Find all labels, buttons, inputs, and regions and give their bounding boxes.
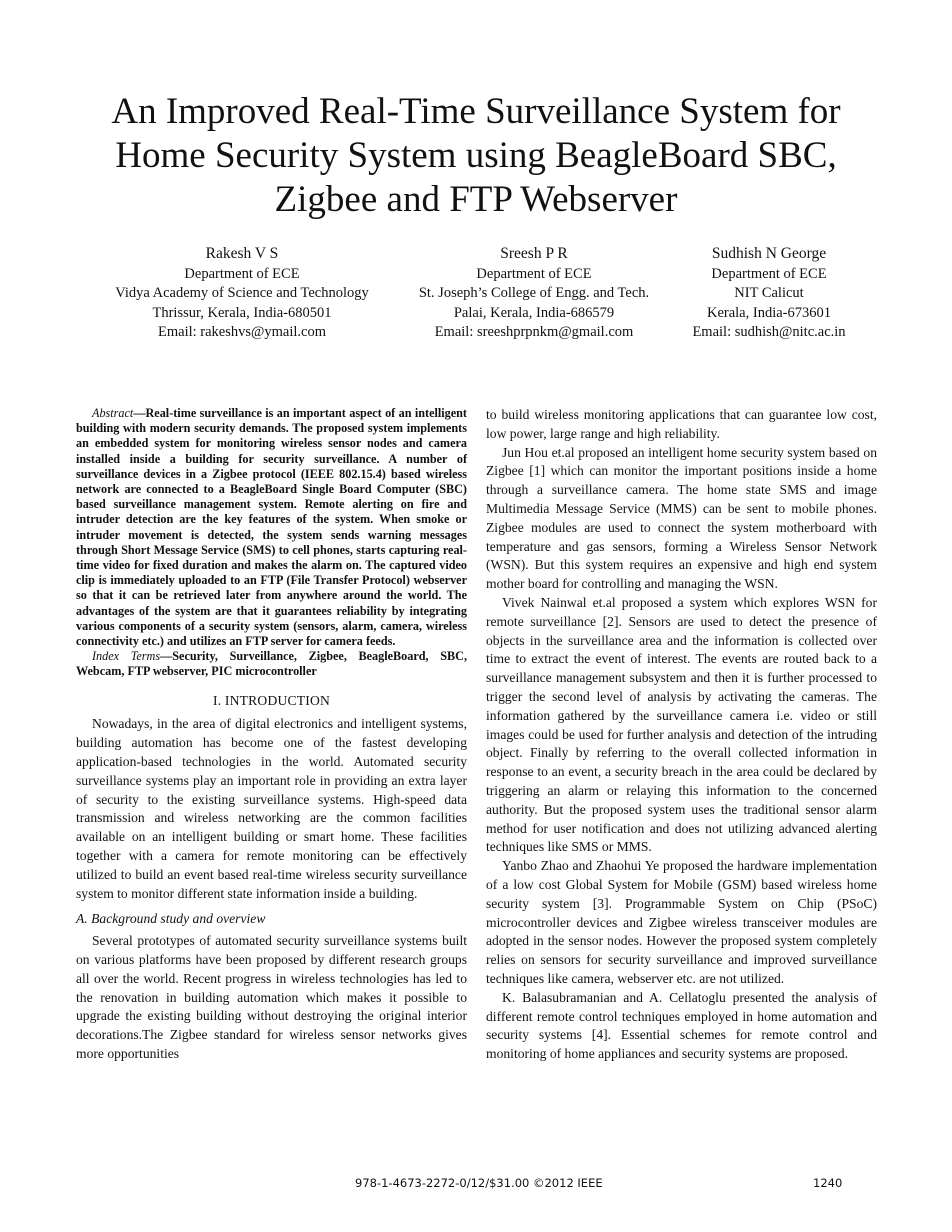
section-heading-introduction: I. INTRODUCTION [212,692,331,708]
author-dept: Department of ECE [711,265,827,282]
author-name: Sreesh P R [500,245,568,262]
paragraph: K. Balasubramanian and A. Cellatoglu presented the analysis of different remote control techniques employed in home automation and security systems [4]. Essential schemes for remote control and monitoring of home appliances and security systems are proposed. [486,989,877,1062]
paragraph: Nowadays, in the area of digital electronics and intelligent systems, building automation has become one of the fastest developing application-based technologies in the world. Automated security surveillance systems play an important role in providing an extra layer of security to the existing surveillance systems. High-speed data transmission and wireless networking are the common facilities available on an intelligent building or smart home. These facilities together with a camera for remote monitoring can be effectively utilized to build an event based real-time wireless security surveillance system to monitor different state information inside a building. [76,716,467,901]
author-dept: Department of ECE [476,265,592,282]
title-line-1: An Improved Real-Time Surveillance System for [111,91,841,132]
author-block-3 [676,244,862,343]
paragraph: Vivek Nainwal et.al proposed a system which explores WSN for remote surveillance [2]. Sensors are used to detect the presence of objects in the surveillance area and the information is collected over time to extract the event of interest. The events are routed back to a surveillance management subsystem and then it is further processed to trigger the second level of analysis by activating the cameras. The information gathered by the surveillance camera i.e. video or still images could be used for further analysis and detection of the intruding object. Finally by referring to the overall collected information in response to an event, a security breach in the area could be declared by triggering an alarm or relaying this information to the concerned authority. But the proposed system uses the traditional sensor alarm method for user notification and does not utilizing advanced alerting techniques like SMS or MMS. [486,594,877,855]
author-name: Rakesh V S [205,245,279,262]
abstract-label: Abstract [92,406,134,420]
author-name: Sudhish N George [711,245,827,262]
paragraph: to build wireless monitoring applications that can guarantee low cost, low power, large range and high reliability. [486,407,877,441]
subsection-heading-background: A. Background study and overview [76,911,266,927]
paragraph: Jun Hou et.al proposed an intelligent home security system based on Zigbee [1] which can monitor the important positions inside a home through a surveillance camera. The home state SMS and image Multimedia Message Service (MMS) can be sent to mobile phones. Zigbee modules are used to connect the system motherboard with temperature and gas sensors, forming a Wireless Sensor Network (WSN). But this system requires an expensive and high end system mother board for controlling and managing the WSN. [486,444,877,592]
index-terms-text: —Security, Surveillance, Zigbee, BeagleBoard, SBC, Webcam, FTP webserver, PIC microcontroller [76,649,467,679]
author-address: Thrissur, Kerala, India-680501 [152,304,332,321]
author-dept: Department of ECE [184,265,300,282]
paragraph: Yanbo Zhao and Zhaohui Ye proposed the hardware implementation of a low cost Global System for Mobile (GSM) based wireless home security system [3]. Programmable System on Chip (PSoC) microcontroller devices and Zigbee wireless transceiver modules are adopted in the sensor nodes. However the proposed system completely relies on sensors for security surveillance and improved surveillance techniques like camera, webserver etc. are not utilized. [486,858,877,986]
author-institution: St. Joseph’s College of Engg. and Tech. [418,285,650,301]
footer-isbn: 978-1-4673-2272-0/12/$31.00 ©2012 IEEE [355,1176,603,1190]
abstract-text: —Real-time surveillance is an important aspect of an intelligent building with modern security demands. The proposed system implements an embedded system for monitoring wireless sensor nodes and camera installed inside a building for security surveillance. A number of surveillance devices in a Zigbee protocol (IEEE 802.15.4) based wireless network are connected to a BeagleBoard Single Board Computer (SBC) based surveillance management system. Remote alerting on fire and intruder detection are the key features of the system. When smoke or intruder movement is detected, the system sends warning messages through Short Message Service (SMS) to cell phones, starts capturing real-time video for fixed duration and makes the alarm on. The captured video clip is immediately uploaded to an FTP (File Transfer Protocol) webserver so that it can be retrieved later from anywhere around the world. The advantages of the system are that it guarantees reliability by integrating various components of a security system (sensors, alarm, camera, wireless connectivity etc.) and utilizes an FTP server for camera feeds. [76,406,467,649]
footer-page-number: 1240 [813,1176,843,1190]
index-terms-label: Index Terms [92,649,161,664]
author-institution: NIT Calicut [734,285,804,301]
left-column [76,406,467,1064]
index-terms [76,649,467,679]
author-block-1 [92,244,392,343]
paper-title [60,90,892,222]
author-institution: Vidya Academy of Science and Technology [115,285,369,301]
abstract [76,406,467,649]
author-email: Email: sudhish@nitc.ac.in [692,324,846,340]
author-block-2 [396,244,672,343]
author-address: Palai, Kerala, India-686579 [453,304,615,321]
title-line-3: Zigbee and FTP Webserver [274,179,678,220]
author-email: Email: sreeshprpnkm@gmail.com [434,324,634,340]
author-email: Email: rakeshvs@ymail.com [158,324,326,340]
paragraph: Several prototypes of automated security surveillance systems built on various platforms have been proposed by different research groups all over the world. Recent progress in wireless technologies has led to the renovation in building automation which makes it possible to upgrade the existing building without destroying the original interior decorations.The Zigbee standard for wireless sensor networks gives more opportunities [76,933,467,1061]
author-address: Kerala, India-673601 [706,304,831,321]
right-column [486,406,877,1064]
title-line-2: Home Security System using BeagleBoard SBC, [115,135,837,176]
